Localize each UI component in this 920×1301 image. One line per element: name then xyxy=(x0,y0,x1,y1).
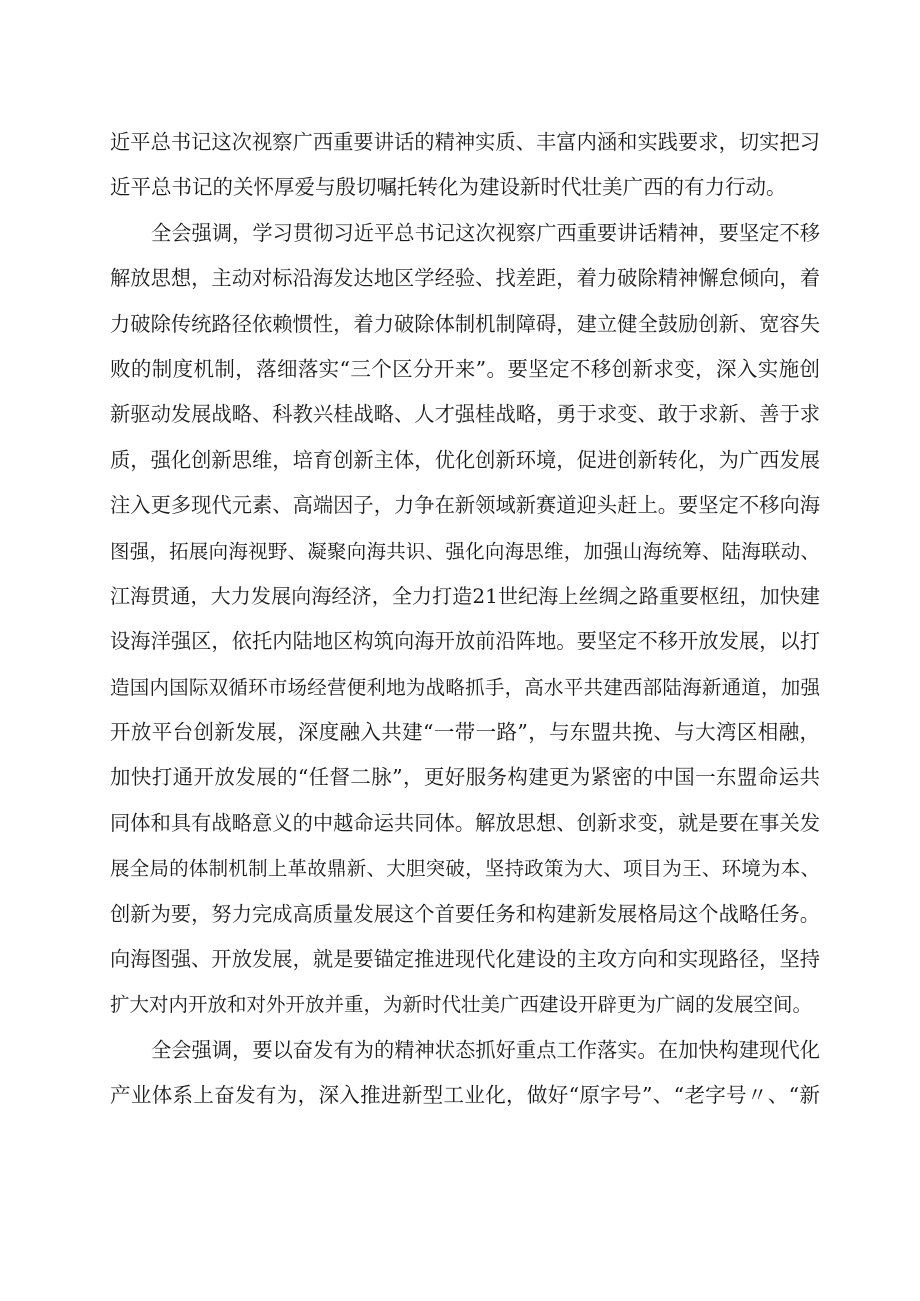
text-line: 新驱动发展战略、科教兴桂战略、人才强桂战略，勇于求变、敢于求新、善于求 xyxy=(110,402,820,427)
text-line: 扩大对内开放和对外开放并重，为新时代壮美广西建设开辟更为广阔的发展空间。 xyxy=(110,993,813,1017)
text-line: 全会强调，要以奋发有为的精神状态抓好重点工作落实。在加快构建现代化 xyxy=(151,1037,820,1062)
text-line: 展全局的体制机制上革故鼎新、大胆突破，坚持政策为大、项目为王、环境为本、 xyxy=(110,857,820,881)
text-line: 造国内国际双循环市场经营便利地为战略抓手，高水平共建西部陆海新通道，加强 xyxy=(110,675,820,699)
text-line: 同体和具有战略意义的中越命运共同体。解放思想、创新求变，就是要在事关发 xyxy=(110,810,820,835)
document-body xyxy=(110,120,820,1119)
text-line: 近平总书记的关怀厚爱与殷切嘱托转化为建设新时代壮美广西的有力行动。 xyxy=(110,175,787,200)
text-line: 产业体系上奋发有为，深入推进新型工业化，做好“原字号”、“老字号〃、“新 xyxy=(110,1083,820,1108)
text-line: 力破除传统路径依赖惯性，着力破除体制机制障碍，建立健全鼓励创新、宽容失 xyxy=(110,311,820,336)
text-line: 向海图强、开放发展，就是要锚定推进现代化建设的主攻方向和实现路径，坚持 xyxy=(110,947,820,972)
text-line: 江海贯通，大力发展向海经济，全力打造21世纪海上丝绸之路重要枢纽，加快建 xyxy=(110,583,820,608)
text-line: 加快打通开放发展的“任督二脉”，更好服务构建更为紧密的中国一东盟命运共 xyxy=(110,765,820,790)
text-line: 全会强调，学习贯彻习近平总书记这次视察广西重要讲话精神，要坚定不移 xyxy=(151,220,820,245)
text-line: 注入更多现代元素、高端因子，力争在新领域新赛道迎头赶上。要坚定不移向海 xyxy=(110,493,820,518)
text-line: 质，强化创新思维，培育创新主体，优化创新环境，促进创新转化，为广西发展 xyxy=(110,447,820,472)
text-line: 创新为要，努力完成高质量发展这个首要任务和构建新发展格局这个战略任务。 xyxy=(110,901,820,926)
text-line: 开放平台创新发展，深度融入共建“一带一路”，与东盟共挽、与大湾区相融， xyxy=(110,720,820,745)
text-line: 近平总书记这次视察广西重要讲话的精神实质、丰富内涵和实践要求，切实把习 xyxy=(110,130,820,154)
text-line: 设海洋强区，依托内陆地区构筑向海开放前沿阵地。要坚定不移开放发展，以打 xyxy=(110,629,820,654)
text-line: 图强，拓展向海视野、凝聚向海共识、强化向海思维，加强山海统筹、陆海联动、 xyxy=(110,539,820,563)
text-line: 败的制度机制，落细落实“三个区分开来”。要坚定不移创新求变，深入实施创 xyxy=(110,356,820,381)
text-line: 解放思想，主动对标沿海发达地区学经验、找差距，着力破除精神懈怠倾向，着 xyxy=(110,266,820,291)
